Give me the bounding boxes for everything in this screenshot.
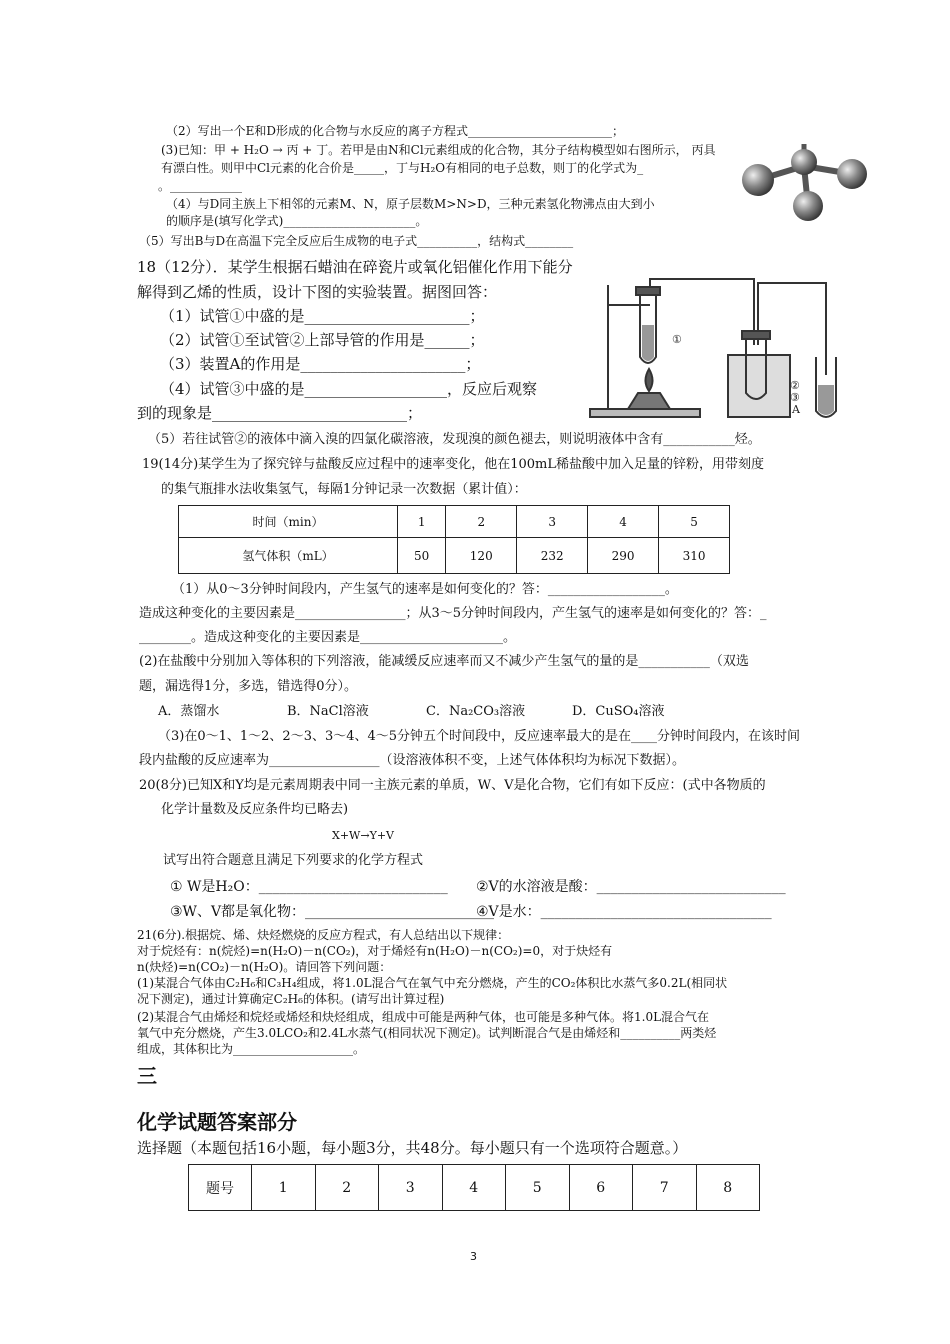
label-tube-2: ②: [790, 379, 800, 392]
table-cell: 290: [588, 538, 659, 574]
q19-part1-line3: ________。造成这种变化的主要因素是______________________。: [139, 630, 517, 645]
table-cell: 5: [659, 506, 730, 538]
q18-answer-1: （1）试管①中盛的是______________________；: [160, 307, 485, 325]
table-row: [189, 1165, 760, 1211]
q18-intro-line2: 解得到乙烯的性质，设计下图的实验装置。据图回答：: [137, 283, 498, 301]
table-cell: 3: [517, 506, 588, 538]
table-row-volume: [179, 538, 730, 574]
cl-atom-bottom: [793, 191, 823, 221]
q17-part4-line2: 的顺序是(填写化学式)______________________。: [166, 214, 428, 228]
section-mark: 三: [137, 1064, 157, 1088]
q17-part5: （5）写出B与D在高温下完全反应后生成物的电子式__________，结构式________: [139, 234, 574, 248]
q19-option-d: D．CuSO₄溶液: [572, 704, 665, 719]
q19-part2-line1: (2)在盐酸中分别加入等体积的下列溶液，能减缓反应速率而又不减少产生氢气的量的是___________（双选: [139, 654, 749, 669]
table-cell: 5: [506, 1165, 570, 1211]
q18-answer-5: （5）若往试管②的液体中滴入溴的四氯化碳溶液，发现溴的颜色褪去，则说明液体中含有___________烃。: [148, 432, 761, 447]
hydrogen-volume-table: [178, 505, 730, 574]
table-cell: 2: [446, 506, 517, 538]
table-header-volume: 氢气体积（mL）: [179, 538, 398, 574]
q19-option-c: C．Na₂CO₃溶液: [426, 704, 526, 719]
q17-part3-line3: 。____________: [158, 179, 243, 193]
table-header-time: 时间（min）: [179, 506, 398, 538]
q20-case-1: ① W是H₂O：___________________________: [170, 879, 448, 895]
q21-line5: 况下测定)，通过计算确定C₂H₆的体积。(请写出计算过程): [137, 992, 445, 1006]
q19-option-a: A．蒸馏水: [158, 704, 220, 719]
q19-part3-line1: （3)在0～1、1～2、2～3、3～4、4～5分钟五个时间段中，反应速率最大的是在____分钟时间段内，在该时间: [158, 729, 801, 744]
answer-table-header: 题号: [189, 1165, 252, 1211]
page-number: 3: [470, 1250, 477, 1263]
q18-intro-line1: 18（12分）．某学生根据石蜡油在碎瓷片或氧化铝催化作用下能分: [137, 258, 573, 276]
q19-part1-line2: 造成这种变化的主要因素是_________________；从3～5分钟时间段内，产生氢气的速率是如何变化的？答：_: [139, 606, 767, 621]
table-cell: 7: [633, 1165, 697, 1211]
q18-answer-3: （3）装置A的作用是______________________；: [160, 355, 481, 373]
answers-intro: 选择题（本题包括16小题，每小题3分，共48分。每小题只有一个选项符合题意。）: [137, 1139, 688, 1157]
table-cell: 6: [569, 1165, 633, 1211]
table-cell: 2: [315, 1165, 379, 1211]
q17-part4-line1: （4）与D同主族上下相邻的元素M、N，原子层数M>N>D，三种元素氢化物沸点由大到小: [166, 197, 655, 211]
q21-line1: 21(6分).根据烷、烯、炔烃燃烧的反应方程式，有人总结出以下规律：: [137, 928, 510, 942]
table-cell: 232: [517, 538, 588, 574]
q20-case-4: ④V是水：_________________________________: [476, 904, 772, 920]
q21-line8: 组成，其体积比为____________________。: [137, 1042, 366, 1056]
q20-prompt: 试写出符合题意且满足下列要求的化学方程式: [163, 853, 424, 868]
table-cell: 120: [446, 538, 517, 574]
cl-atom-right: [837, 159, 867, 189]
q17-part3-line1: (3)已知：甲 + H₂O → 丙 + 丁。若甲是由N和Cl元素组成的化合物，其分子结构模型如右图所示， 丙具: [161, 143, 716, 157]
q21-line4: (1)某混合气体由C₂H₆和C₃H₄组成，将1.0L混合气在氧气中充分燃烧，产生的CO₂体积比水蒸气多0.2L(相同状: [137, 976, 728, 990]
table-cell: 1: [398, 506, 446, 538]
q20-intro-line1: 20(8分)已知X和Y均是元素周期表中同一主族元素的单质，W、V是化合物，它们有如下反应：(式中各物质的: [139, 778, 766, 793]
cl-atom-left: [742, 164, 774, 196]
table-cell: 50: [398, 538, 446, 574]
answers-title: 化学试题答案部分: [137, 1110, 297, 1134]
label-tube-3: ③: [790, 391, 800, 404]
q19-intro-line1: 19(14分)某学生为了探究锌与盐酸反应过程中的速率变化，他在100mL稀盐酸中加入足量的锌粉，用带刻度: [142, 457, 765, 472]
q19-option-b: B．NaCl溶液: [287, 704, 369, 719]
table-cell: 310: [659, 538, 730, 574]
q17-part3-line2: 有漂白性。则甲中Cl元素的化合价是_____，丁与H₂O有相同的电子总数，则丁的化学式为_: [161, 161, 644, 175]
q20-equation: X+W→Y+V: [332, 829, 394, 842]
table-cell: 4: [588, 506, 659, 538]
q19-part3-line2: 段内盐酸的反应速率为_________________（设溶液体积不变，上述气体体积均为标况下数据）。: [139, 753, 686, 768]
q18-answer-4-cont: 到的现象是__________________________；: [137, 404, 423, 422]
table-cell: 4: [442, 1165, 506, 1211]
ncl3-molecule-model: [738, 130, 870, 222]
table-cell: 1: [252, 1165, 316, 1211]
q18-answer-4: （4）试管③中盛的是___________________，反应后观察: [160, 380, 538, 398]
q21-line7: 氧气中充分燃烧，产生3.0LCO₂和2.4L水蒸气(相同状况下测定)。试判断混合气是由烯烃和__________两类烃: [137, 1026, 717, 1040]
n-atom: [791, 149, 817, 175]
q17-part2: （2）写出一个E和D形成的化合物与水反应的离子方程式________________________；: [166, 124, 625, 138]
q18-answer-2: （2）试管①至试管②上部导管的作用是______；: [160, 331, 485, 349]
label-device-a: A: [792, 403, 800, 416]
q19-part1-line1: （1）从0～3分钟时间段内，产生氢气的速率是如何变化的？答：__________________。: [172, 582, 678, 597]
label-tube-1: ①: [672, 333, 682, 346]
table-row-time: [179, 506, 730, 538]
q20-case-3: ③W、V都是氧化物：___________________________: [170, 904, 495, 920]
q19-intro-line2: 的集气瓶排水法收集氢气，每隔1分钟记录一次数据（累计值）：: [161, 482, 527, 497]
table-cell: 8: [696, 1165, 760, 1211]
answer-number-table: [188, 1164, 760, 1211]
q21-line2: 对于烷烃有：n(烷烃)=n(H₂O)－n(CO₂)，对于烯烃有n(H₂O)－n(CO₂)=0，对于炔烃有: [137, 944, 613, 958]
q19-part2-line2: 题，漏选得1分，多选，错选得0分）。: [139, 679, 358, 694]
q20-intro-line2: 化学计量数及反应条件均已略去): [161, 802, 349, 817]
apparatus-diagram: [578, 265, 850, 425]
table-cell: 3: [379, 1165, 443, 1211]
q21-line3: n(炔烃)=n(CO₂)－n(H₂O)。请回答下列问题：: [137, 960, 392, 974]
q21-line6: (2)某混合气由烯烃和烷烃或烯烃和炔烃组成，组成中可能是两种气体，也可能是多种气体。将1.0L混合气在: [137, 1010, 710, 1024]
q20-case-2: ②V的水溶液是酸：___________________________: [476, 879, 786, 895]
